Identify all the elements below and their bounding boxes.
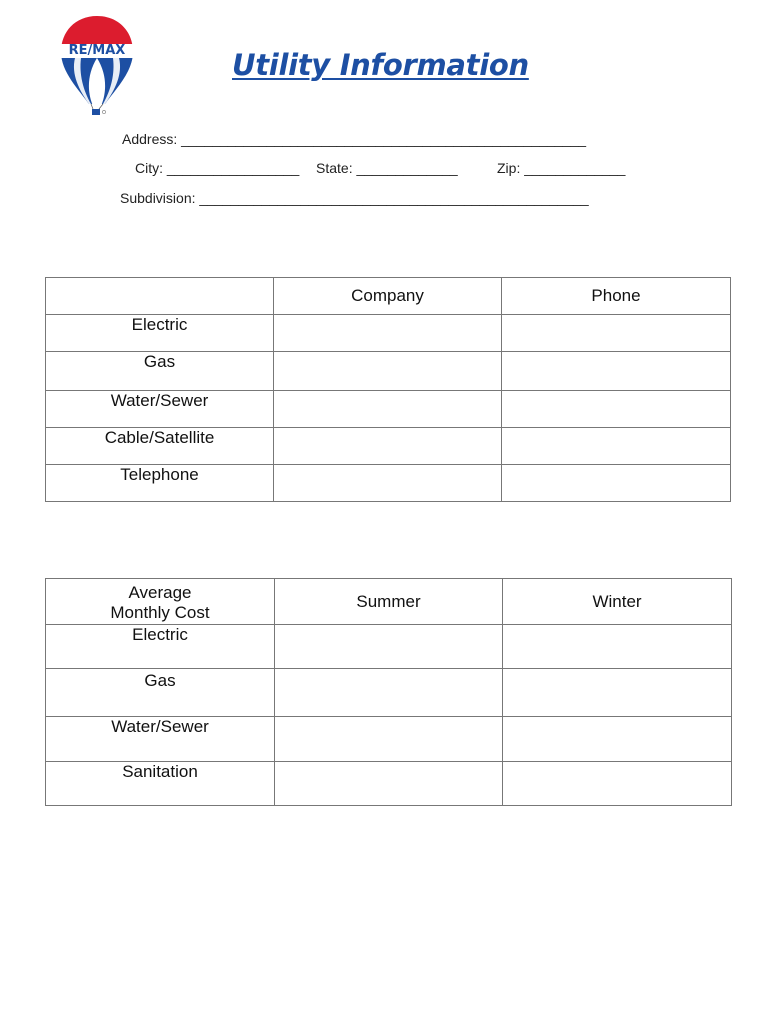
cost-label-water-sewer: Water/Sewer bbox=[111, 717, 209, 736]
row-label-cable-satellite: Cable/Satellite bbox=[104, 428, 215, 447]
water-winter-cell[interactable] bbox=[503, 717, 732, 762]
header-phone: Phone bbox=[502, 278, 731, 315]
zip-field[interactable]: Zip: _____________ bbox=[497, 160, 626, 176]
cost-label-sanitation: Sanitation bbox=[122, 762, 198, 781]
address-field[interactable]: Address: ____________________________________________________ bbox=[122, 131, 587, 147]
table-header-row bbox=[46, 579, 732, 625]
table-row bbox=[46, 428, 731, 465]
cost-label-gas: Gas bbox=[144, 671, 176, 690]
row-label-electric: Electric bbox=[131, 315, 188, 334]
table-row bbox=[46, 315, 731, 352]
header-average-monthly-cost bbox=[46, 579, 275, 625]
table-row bbox=[46, 669, 732, 717]
table-row bbox=[46, 352, 731, 391]
table-row bbox=[46, 717, 732, 762]
table-row bbox=[46, 762, 732, 806]
table-row bbox=[46, 465, 731, 502]
header-blank-cell bbox=[46, 278, 274, 315]
logo-brand-text: RE/MAX bbox=[68, 43, 126, 58]
electric-phone-cell[interactable] bbox=[502, 315, 731, 352]
header-winter: Winter bbox=[503, 579, 732, 625]
water-phone-cell[interactable] bbox=[502, 391, 731, 428]
table-header-row bbox=[46, 278, 731, 315]
water-summer-cell[interactable] bbox=[275, 717, 503, 762]
cable-company-cell[interactable] bbox=[274, 428, 502, 465]
header-company: Company bbox=[274, 278, 502, 315]
row-label-water-sewer: Water/Sewer bbox=[110, 391, 209, 410]
table-row bbox=[46, 625, 732, 669]
subdivision-field[interactable]: Subdivision: __________________________________________________ bbox=[120, 190, 589, 206]
remax-balloon-logo bbox=[57, 14, 137, 118]
header-average-line: Average bbox=[128, 583, 192, 602]
row-label-telephone: Telephone bbox=[120, 465, 199, 484]
monthly-cost-table bbox=[45, 578, 732, 806]
telephone-phone-cell[interactable] bbox=[502, 465, 731, 502]
city-field[interactable]: City: _________________ bbox=[135, 160, 300, 176]
cable-phone-cell[interactable] bbox=[502, 428, 731, 465]
gas-company-cell[interactable] bbox=[274, 352, 502, 391]
gas-winter-cell[interactable] bbox=[503, 669, 732, 717]
header-monthly-cost-line: Monthly Cost bbox=[110, 603, 210, 622]
sanitation-summer-cell[interactable] bbox=[275, 762, 503, 806]
utility-providers-table bbox=[45, 277, 731, 502]
gas-summer-cell[interactable] bbox=[275, 669, 503, 717]
electric-company-cell[interactable] bbox=[274, 315, 502, 352]
header-summer: Summer bbox=[275, 579, 503, 625]
telephone-company-cell[interactable] bbox=[274, 465, 502, 502]
sanitation-winter-cell[interactable] bbox=[503, 762, 732, 806]
state-field[interactable]: State: _____________ bbox=[316, 160, 458, 176]
gas-phone-cell[interactable] bbox=[502, 352, 731, 391]
electric-winter-cell[interactable] bbox=[503, 625, 732, 669]
cost-label-electric: Electric bbox=[132, 625, 188, 644]
row-label-gas: Gas bbox=[143, 352, 176, 371]
table-row bbox=[46, 391, 731, 428]
page-title: Utility Information bbox=[232, 48, 529, 82]
water-company-cell[interactable] bbox=[274, 391, 502, 428]
electric-summer-cell[interactable] bbox=[275, 625, 503, 669]
